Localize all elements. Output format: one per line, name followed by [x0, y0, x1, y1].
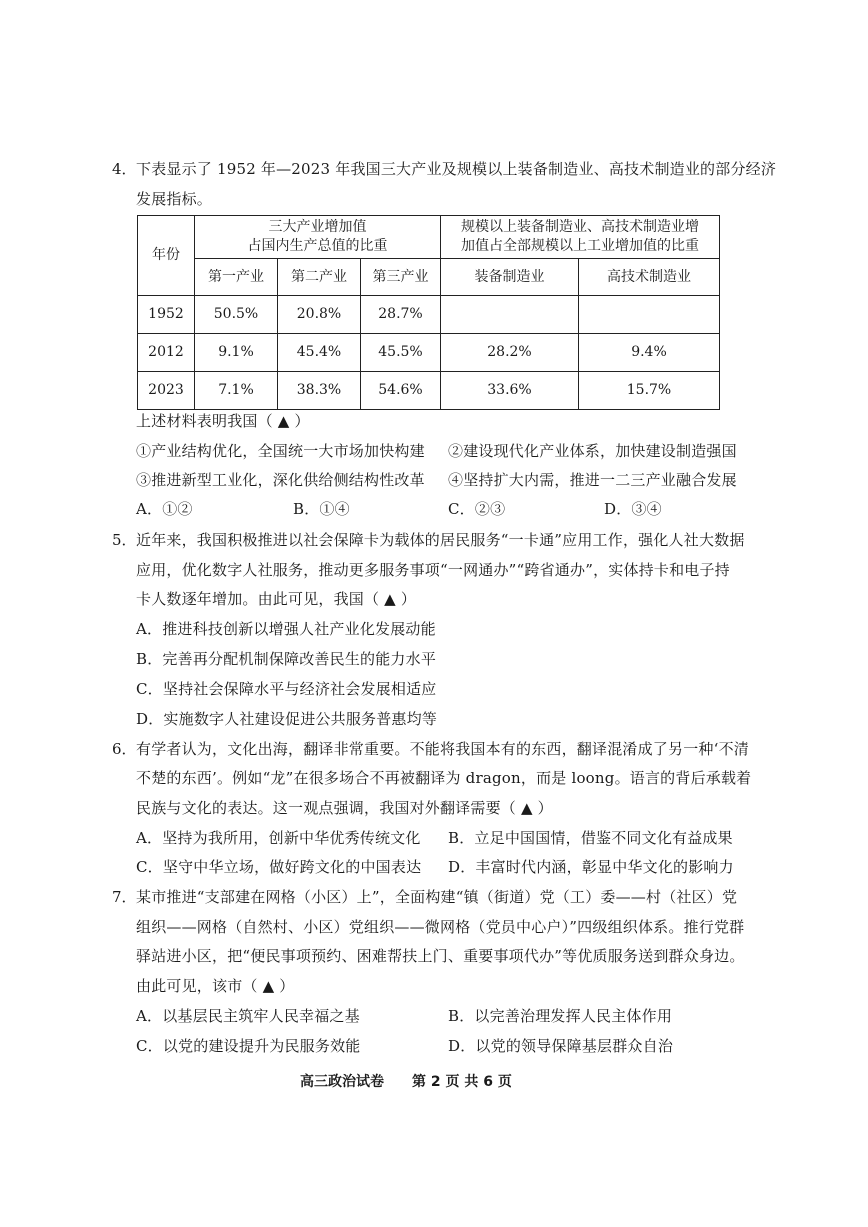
table-cell: 2023	[138, 372, 195, 410]
table-cell: 7.1%	[195, 372, 278, 410]
question-5-line-3: 卡人数逐年增加。由此可见，我国（ ▲ ）	[136, 590, 417, 608]
header-tertiary-industry: 第三产业	[361, 259, 441, 296]
question-6-option-c: C．坚守中华立场，做好跨文化的中国表达	[136, 858, 422, 876]
question-7-option-a: A．以基层民主筑牢人民幸福之基	[136, 1007, 360, 1025]
table-cell: 20.8%	[278, 296, 361, 334]
question-6-option-d: D．丰富时代内涵，彰显中华文化的影响力	[448, 858, 734, 876]
question-6-line-3: 民族与文化的表达。这一观点强调，我国对外翻译需要（ ▲ ）	[136, 799, 553, 817]
footer-page-number: 第 2 页 共 6 页	[412, 1074, 512, 1090]
header-primary-industry: 第一产业	[195, 259, 278, 296]
question-4-statement-1: ①产业结构优化，全国统一大市场加快构建	[136, 442, 425, 460]
question-4-statement-2: ②建设现代化产业体系，加快建设制造强国	[448, 442, 737, 460]
question-7-option-b: B．以完善治理发挥人民主体作用	[448, 1007, 673, 1025]
question-4-number: 4．	[112, 160, 137, 178]
table-cell: 9.4%	[579, 334, 720, 372]
question-4-statement-3: ③推进新型工业化，深化供给侧结构性改革	[136, 471, 425, 489]
question-4-option-b: B．①④	[293, 500, 350, 518]
table-row	[138, 296, 720, 334]
question-6-line-2: 不楚的东西’。例如“龙”在很多场合不再被翻译为 dragon，而是 loong。语言的背后承载着	[136, 769, 752, 787]
table-cell	[579, 296, 720, 334]
table-cell: 2012	[138, 334, 195, 372]
table-cell: 9.1%	[195, 334, 278, 372]
table-cell: 50.5%	[195, 296, 278, 334]
question-5-line-2: 应用，优化数字人社服务，推动更多服务事项“一网通办”“跨省通办”，实体持卡和电子持	[136, 561, 730, 579]
question-4-option-d: D．③④	[604, 500, 662, 518]
table-row	[138, 334, 720, 372]
question-6-option-b: B．立足中国国情，借鉴不同文化有益成果	[448, 829, 733, 847]
table-cell: 15.7%	[579, 372, 720, 410]
question-5-option-a: A．推进科技创新以增强人社产业化发展动能	[136, 620, 436, 638]
question-6-option-a: A．坚持为我所用，创新中华优秀传统文化	[136, 829, 421, 847]
question-5-option-c: C．坚持社会保障水平与经济社会发展相适应	[136, 680, 437, 698]
table-cell: 1952	[138, 296, 195, 334]
table-cell	[441, 296, 579, 334]
header-secondary-industry: 第二产业	[278, 259, 361, 296]
table-cell: 45.4%	[278, 334, 361, 372]
question-7-number: 7．	[112, 888, 137, 906]
question-5-line-1: 近年来，我国积极推进以社会保障卡为载体的居民服务“一卡通”应用工作，强化人社大数据	[136, 531, 745, 549]
question-4-option-c: C．②③	[448, 500, 506, 518]
header-hightech-manufacturing: 高技术制造业	[579, 259, 720, 296]
question-7-option-c: C．以党的建设提升为民服务效能	[136, 1037, 361, 1055]
table-cell: 54.6%	[361, 372, 441, 410]
header-group-1-line-1: 三大产业增加值	[268, 219, 367, 236]
footer-exam-title: 高三政治试卷	[300, 1074, 384, 1090]
question-6-line-1: 有学者认为，文化出海，翻译非常重要。不能将我国本有的东西，翻译混淆成了另一种‘不清	[136, 740, 749, 758]
header-group-industry-share	[195, 216, 441, 259]
table-cell: 28.7%	[361, 296, 441, 334]
header-equipment-manufacturing: 装备制造业	[441, 259, 579, 296]
table-cell: 28.2%	[441, 334, 579, 372]
header-group-2-line-1: 规模以上装备制造业、高技术制造业增	[461, 219, 699, 236]
table-row	[138, 372, 720, 410]
question-7-line-3: 驿站进小区，把“便民事项预约、困难帮扶上门、重要事项代办”等优质服务送到群众身边。	[136, 947, 745, 965]
question-4-prompt: 上述材料表明我国（ ▲ ）	[136, 412, 310, 430]
table-cell: 45.5%	[361, 334, 441, 372]
table-cell: 38.3%	[278, 372, 361, 410]
question-7-line-2: 组织——网格（自然村、小区）党组织——微网格（党员中心户）”四级组织体系。推行党群	[136, 918, 745, 936]
question-7-line-1: 某市推进“支部建在网格（小区）上”，全面构建“镇（街道）党（工）委——村（社区）党	[136, 888, 738, 906]
question-5-option-d: D．实施数字人社建设促进公共服务普惠均等	[136, 710, 438, 728]
question-7-option-d: D．以党的领导保障基层群众自治	[448, 1037, 674, 1055]
header-group-manufacturing-share	[441, 216, 720, 259]
question-4-stem-line-2: 发展指标。	[136, 190, 213, 208]
question-4-statement-4: ④坚持扩大内需，推进一二三产业融合发展	[448, 471, 737, 489]
header-year: 年份	[138, 216, 195, 296]
question-6-number: 6．	[112, 740, 137, 758]
header-group-2-line-2: 加值占全部规模以上工业增加值的比重	[461, 238, 699, 254]
header-group-1-line-2: 占国内生产总值的比重	[247, 238, 388, 254]
question-5-option-b: B．完善再分配机制保障改善民生的能力水平	[136, 650, 437, 668]
question-4-stem-line-1: 下表显示了 1952 年—2023 年我国三大产业及规模以上装备制造业、高技术制造业的部分经济	[136, 160, 777, 178]
economic-indicators-table	[137, 215, 720, 410]
table-cell: 33.6%	[441, 372, 579, 410]
question-5-number: 5．	[112, 531, 137, 549]
question-4-option-a: A．①②	[136, 500, 193, 518]
question-7-line-4: 由此可见，该市（ ▲ ）	[136, 977, 295, 995]
